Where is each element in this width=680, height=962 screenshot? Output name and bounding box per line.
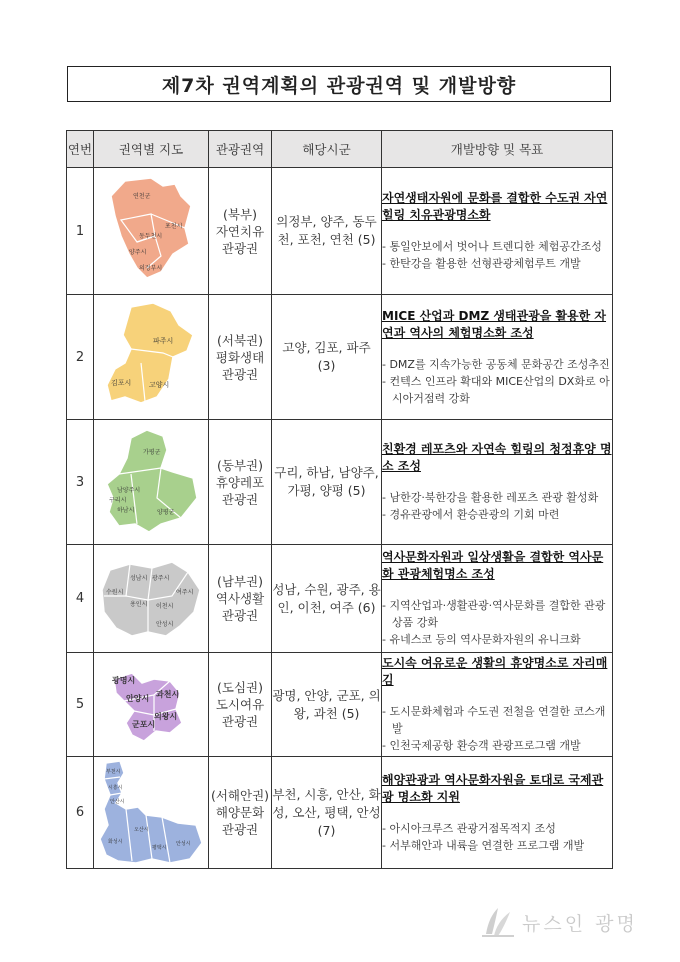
east-region-map <box>101 428 201 536</box>
goal-item: - 경유관광에서 환승관광의 기회 마련 <box>382 508 560 521</box>
map-label: 시흥시 <box>108 784 123 791</box>
map-label: 의정부시 <box>139 265 163 272</box>
goal-item: - 컨텍스 인프라 확대와 MICE산업의 DX화로 아시아거점력 강화 <box>382 374 610 405</box>
goal-item: - 서부해안과 내륙을 연결한 프로그램 개발 <box>382 838 585 852</box>
map-label: 용인시 <box>130 600 148 608</box>
region-goals <box>382 757 613 869</box>
region-cities: 성남, 수원, 광주, 용인, 이천, 여주 (6) <box>272 545 382 653</box>
region-cities: 부천, 시흥, 안산, 화성, 오산, 평택, 안성 (7) <box>272 757 382 869</box>
goal-heading: 역사문화자원과 일상생활을 결합한 역사문화 관광체험명소 조성 <box>382 550 604 581</box>
region-map-cell <box>94 653 209 757</box>
region-cities: 의정부, 양주, 동두천, 포천, 연천 (5) <box>272 168 382 295</box>
map-label: 안성시 <box>176 840 191 847</box>
region-map-cell <box>94 420 209 545</box>
goal-item: - DMZ를 지속가능한 공동체 문화공간 조성추진 <box>382 357 610 371</box>
region-map-cell <box>94 757 209 869</box>
map-label: 고양시 <box>149 381 170 389</box>
region-map-cell <box>94 168 209 295</box>
watermark-text: 뉴스인 광명 <box>522 912 638 935</box>
map-label: 오산시 <box>134 826 149 833</box>
region-name: (동부권) 휴양레포 관광권 <box>209 420 272 545</box>
map-label: 연천군 <box>133 193 151 200</box>
table-row <box>67 545 613 653</box>
map-label: 평택시 <box>152 844 167 851</box>
goal-heading: 자연생태자원에 문화를 결합한 수도권 자연힐링 치유관광명소화 <box>382 191 608 222</box>
header-no: 연번 <box>67 131 94 168</box>
goal-item: - 지역산업과·생활관광·역사문화를 결합한 관광상품 강화 <box>382 599 606 629</box>
row-number: 4 <box>67 545 94 653</box>
table-row <box>67 168 613 295</box>
region-goals <box>382 168 613 295</box>
map-label: 안양시 <box>126 693 150 703</box>
goal-item: - 통일안보에서 벗어나 트렌디한 체험공간조성 <box>382 240 602 253</box>
row-number: 5 <box>67 653 94 757</box>
watermark <box>478 904 638 940</box>
map-label: 성남시 <box>130 574 148 582</box>
table-row <box>67 295 613 420</box>
row-number: 3 <box>67 420 94 545</box>
northwest-region-map <box>101 301 201 413</box>
goal-heading: 도시속 여유로운 생활의 휴양명소로 자리매김 <box>382 656 608 687</box>
region-name: (서북권) 평화생태 관광권 <box>209 295 272 420</box>
map-label: 이천시 <box>156 602 174 610</box>
region-name: (도심권) 도시여유 관광권 <box>209 653 272 757</box>
goal-item: - 한탄강을 활용한 선형관광체험루트 개발 <box>382 257 581 270</box>
map-label: 김포시 <box>111 379 132 387</box>
region-name: (서해안권) 해양문화 관광권 <box>209 757 272 869</box>
map-label: 광명시 <box>112 675 136 685</box>
row-number: 1 <box>67 168 94 295</box>
header-goals: 개발방향 및 목표 <box>382 131 613 168</box>
map-label: 군포시 <box>132 719 156 729</box>
region-goals <box>382 420 613 545</box>
header-region: 관광권역 <box>209 131 272 168</box>
goal-item: - 유네스코 등의 역사문화자원의 유니크화 <box>382 633 581 646</box>
region-cities: 구리, 하남, 남양주, 가평, 양평 (5) <box>272 420 382 545</box>
tourism-region-table <box>66 130 613 869</box>
map-label: 파주시 <box>153 337 174 345</box>
goal-heading: 해양관광과 역사문화자원을 토대로 국제관광 명소화 지원 <box>382 772 604 804</box>
map-label: 여주시 <box>176 588 194 596</box>
region-name: (북부) 자연치유 관광권 <box>209 168 272 295</box>
region-name: (남부권) 역사생활 관광권 <box>209 545 272 653</box>
region-cities: 광명, 안양, 군포, 의왕, 과천 (5) <box>272 653 382 757</box>
goal-heading: MICE 산업과 DMZ 생태관광을 활용한 자연과 역사의 체험명소화 조성 <box>382 308 607 340</box>
table-header-row <box>67 131 613 168</box>
table-row <box>67 757 613 869</box>
map-label: 의왕시 <box>154 711 178 721</box>
map-label: 안성시 <box>156 620 174 628</box>
region-map-cell <box>94 545 209 653</box>
header-cities: 해당시군 <box>272 131 382 168</box>
leaf-logo-icon <box>478 904 518 940</box>
region-cities: 고양, 김포, 파주 (3) <box>272 295 382 420</box>
goal-item: - 아시아크루즈 관광거점목적지 조성 <box>382 821 556 835</box>
north-region-map <box>103 176 199 286</box>
map-label: 가평군 <box>143 449 161 456</box>
goal-heading: 친환경 레포츠와 자연속 힐링의 청정휴양 명소 조성 <box>382 442 612 473</box>
map-label: 남양주시 <box>117 487 141 494</box>
map-label: 광주시 <box>152 574 170 582</box>
region-goals <box>382 545 613 653</box>
map-label: 안산시 <box>110 798 125 805</box>
west-coast-region-map <box>96 759 206 867</box>
goal-item: - 남한강·북한강을 활용한 레포츠 관광 활성화 <box>382 491 599 504</box>
goal-item: - 인천국제공항 환승객 관광프로그램 개발 <box>382 739 581 752</box>
region-goals <box>382 653 613 757</box>
map-label: 하남시 <box>117 507 135 514</box>
region-goals <box>382 295 613 420</box>
table-row <box>67 420 613 545</box>
map-label: 구리시 <box>109 497 127 504</box>
table-row <box>67 653 613 757</box>
header-map: 권역별 지도 <box>94 131 209 168</box>
south-region-map <box>96 556 206 642</box>
map-label: 양주시 <box>129 249 147 256</box>
document-title: 제7차 권역계획의 관광권역 및 개발방향 <box>67 66 611 102</box>
map-label: 양평군 <box>157 509 175 516</box>
map-label: 수원시 <box>106 588 124 596</box>
map-label: 과천시 <box>156 689 180 699</box>
map-label: 포천시 <box>165 223 183 230</box>
row-number: 2 <box>67 295 94 420</box>
map-label: 화성시 <box>108 838 123 845</box>
map-label: 부천시 <box>106 768 121 775</box>
region-map-cell <box>94 295 209 420</box>
goal-item: - 도시문화체험과 수도권 전철을 연결한 코스개발 <box>382 705 606 735</box>
row-number: 6 <box>67 757 94 869</box>
urban-region-map <box>106 665 196 745</box>
map-label: 동두천시 <box>139 233 163 240</box>
